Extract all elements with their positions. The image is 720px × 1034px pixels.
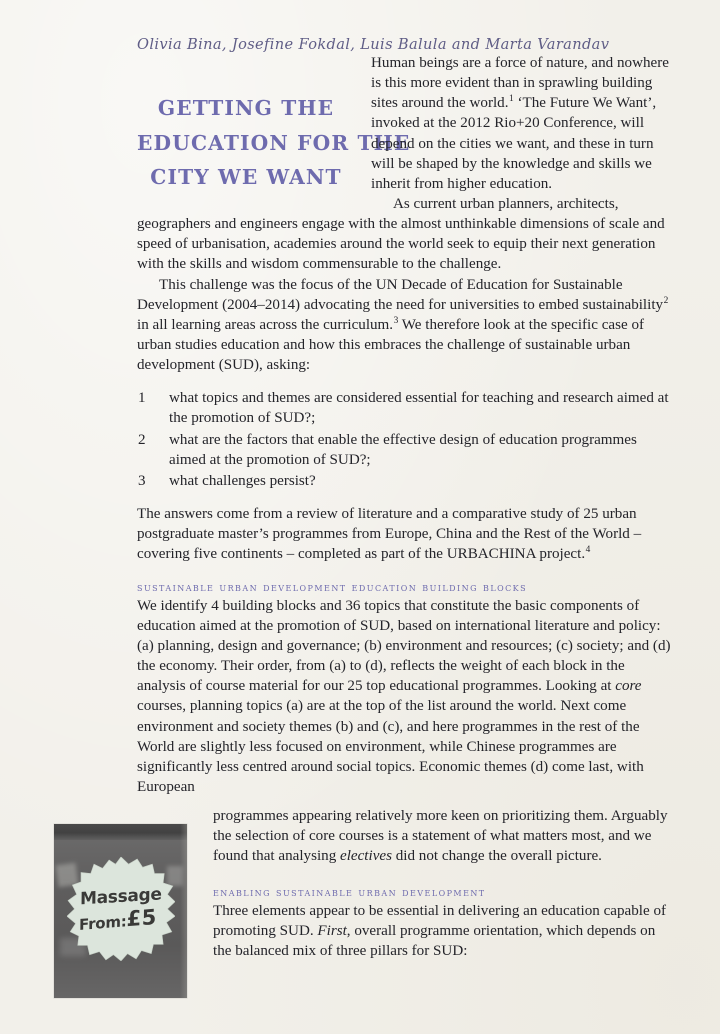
emphasis-first: First xyxy=(317,922,347,939)
list-item xyxy=(137,430,674,470)
starburst-sign xyxy=(67,857,175,961)
paragraph-intro-text-a: Human beings are a force of nature, and nowhere is this more evident than in sprawling building sites around the world. xyxy=(371,55,669,112)
paragraph-building-blocks-text-c: programmes appearing relatively more keen on prioritizing them. Arguably the selection of core courses is a statement of what matters most, and we found that analysing xyxy=(213,808,668,865)
list-item-text: what are the factors that enable the effective design of education programmes aimed at the promotion of SUD?; xyxy=(169,431,637,468)
sign-caption-prefix: From: xyxy=(78,911,127,934)
article-content-lower xyxy=(213,806,674,961)
paragraph-intro-text-b: ‘The Future We Want’, invoked at the 2012 Rio+20 Conference, will depend on the cities we want, and these in turn will be shaped by the knowledge and skills we inherit from higher education. xyxy=(371,95,657,192)
paragraph-un-decade-text-c: We therefore look at the specific case of urban studies education and how this embraces the challenge of sustainable urban development (SUD), asking: xyxy=(137,316,645,374)
photo-top-band xyxy=(54,824,187,840)
paragraph-un-decade-text-b: in all learning areas across the curriculum. xyxy=(137,316,394,333)
author-line: Olivia Bina, Josefine Fokdal, Luis Balula and Marta Varandav xyxy=(137,36,610,53)
paragraph-building-blocks-text-b: courses, planning topics (a) are at the top of the list around the world. Next come environment and society themes (b) and (c), and here programmes in the rest of the World are slightly less focused on environment, while Chinese programmes are significantly less centred around social topics. Economic themes (d) come last, with European xyxy=(137,698,644,796)
research-questions-list xyxy=(137,388,674,491)
list-item-text: what challenges persist? xyxy=(169,472,316,489)
paragraph-un-decade xyxy=(137,275,674,376)
footnote-marker-4: 4 xyxy=(585,545,591,556)
footnote-marker-2: 2 xyxy=(663,295,669,306)
photo-figure xyxy=(54,824,187,998)
list-item-number: 2 xyxy=(138,431,146,448)
title-line-3: CITY WE WANT xyxy=(150,165,342,190)
article-title xyxy=(137,91,411,195)
paragraph-building-blocks-cont xyxy=(213,806,674,866)
list-item-number: 3 xyxy=(138,472,146,489)
footnote-marker-3: 3 xyxy=(393,315,399,326)
paragraph-enabling-sud xyxy=(213,901,674,961)
section-heading-building-blocks: sustainable urban development education building blocks xyxy=(137,580,528,595)
paragraph-enabling-sud-text-b: , overall programme orientation, which depends on the balanced mix of three pillars for SUD: xyxy=(213,922,656,960)
list-item xyxy=(137,388,674,428)
sign-caption-price: £5 xyxy=(126,904,157,931)
photo-image-massage-sign xyxy=(54,824,187,998)
article-content xyxy=(137,0,674,797)
paragraph-building-blocks xyxy=(137,596,674,797)
title-line-1: GETTING THE xyxy=(157,96,335,120)
emphasis-electives: electives xyxy=(340,848,392,865)
starburst-shape-icon xyxy=(67,857,175,961)
list-item xyxy=(137,471,674,491)
section-heading-enabling-sud: enabling sustainable urban development xyxy=(213,885,486,900)
emphasis-core: core xyxy=(615,678,642,695)
footnote-marker-1: 1 xyxy=(509,94,514,105)
paragraph-enabling-sud-text-a: Three elements appear to be essential in delivering an education capable of promoting SUD. xyxy=(213,902,667,939)
paragraph-answers-text: The answers come from a review of literature and a comparative study of 25 urban postgraduate master’s programmes from Europe, China and the Rest of the World – covering five continents – completed as part of the URBACHINA project. xyxy=(137,505,642,563)
list-item-number: 1 xyxy=(138,390,146,407)
photo-edge-gradient xyxy=(180,824,187,998)
sign-caption-line-1: Massage xyxy=(79,883,162,909)
paragraph-urban-planners: As current urban planners, architects, geographers and engineers engage with the almost unthinkable dimensions of scale and speed of urbanisation, academies around the world seek to equip their next generation with the skills and wisdom commensurable to the challenge. xyxy=(137,195,665,273)
paragraph-building-blocks-text-d: did not change the overall picture. xyxy=(391,848,602,865)
paragraph-un-decade-text-a: This challenge was the focus of the UN Decade of Education for Sustainable Development (2004–2014) advocating the need for universities to embed sustainability xyxy=(137,276,664,313)
paragraph-answers xyxy=(137,504,674,564)
title-line-2: EDUCATION FOR THE xyxy=(137,130,411,155)
paragraph-building-blocks-text-a: We identify 4 building blocks and 36 topics that constitute the basic components of education aimed at the promotion of SUD, based on international literature and policy: (a) planning, design and governance; (b) environment and resources; (c) society; and (d) the economy. Their order, from (a) to (d), reflects the weight of each block in the analysis of course material for our 25 top educational programmes. Looking at xyxy=(137,597,671,695)
list-item-text: what topics and themes are considered essential for teaching and research aimed at the promotion of SUD?; xyxy=(169,390,669,427)
